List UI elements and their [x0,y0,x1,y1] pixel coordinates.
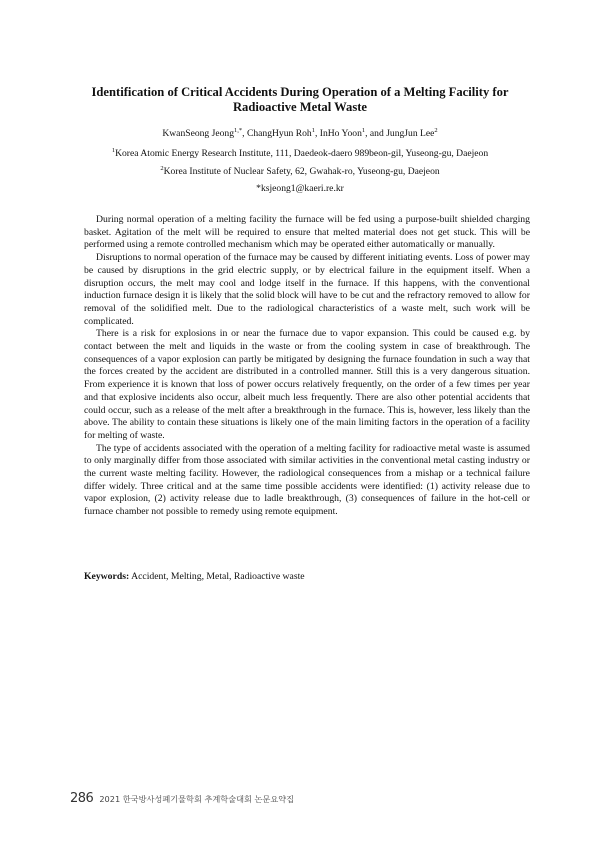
paragraph-text: The type of accidents associated with the operation of a melting facility for radioactive metal waste is assumed to only marginally differ from those associated with similar activities in the conventional metal casting industry or the current waste melting facility. However, the radiological consequences from a mishap or a technical failure differ widely. Three critical and at the same time possible accidents were identified: (1) activity release due to vapor explosion, (2) activity release due to ladle breakthrough, (3) consequences of failure in the hot-cell or furnace chamber not possible to remedy using remote equipment. [84,442,530,518]
author-affiliation-mark: 1 [311,126,315,134]
author-name: KwanSeong Jeong [162,128,235,139]
affiliation-mark: 1 [111,146,116,154]
affiliation-mark: 2 [160,164,164,172]
author-affiliation-mark: 2 [434,126,438,134]
author-name: ChangHyun Roh [246,128,312,139]
abstract-body [84,214,530,519]
paper-title: Identification of Critical Accidents During Operation of a Melting Facility for Radioactive Metal Waste [91,85,509,114]
abstract-paragraph [84,328,530,442]
affiliation-text: Korea Institute of Nuclear Safety, 62, Gwahak-ro, Yuseong-gu, Daejeon [163,166,440,177]
author-affiliation-mark: 1 [361,126,366,134]
proceedings-name: 2021 한국방사성폐기물학회 추계학술대회 논문요약집 [99,794,295,804]
author-separator: , [314,128,320,139]
author-affiliation-mark: 1,* [234,126,243,134]
page-footer [70,787,294,806]
abstract-paragraph [84,443,530,519]
author-list [60,128,540,140]
author-name: JungJun Lee [386,128,435,139]
page-number: 286 [70,791,94,806]
paragraph-text: During normal operation of a melting facility the furnace will be fed using a purpose-built shielded charging basket. Agitation of the melt will be required to ensure that melted material does not get stuck. This will be performed using a remote controlled mechanism which may be operated either automatically or manually. [84,214,530,251]
affiliation-text: Korea Atomic Energy Research Institute, 111, Daedeok-daero 989beon-gil, Yuseong-gu, Daejeon [115,148,489,159]
affiliation-1 [40,148,560,160]
paragraph-text: Disruptions to normal operation of the furnace may be caused by different initiating events. Loss of power may be caused by disruptions in the grid electric supply, or by electrical failure in the equipment itself. When a disruption occurs, the melt may cool and lodge itself in the furnace. If this happens, with the conventional induction furnace design it is likely that the solid block will have to be cut and the refractory removed to allow for removal of the solidified melt. Due to the radiological characteristics of a waste melt, such work will be complicated. [84,252,530,327]
author-separator: , [242,128,247,139]
abstract-paragraph [84,214,530,252]
keywords-line [84,571,530,583]
corresponding-email: *ksjeong1@kaeri.re.kr [256,183,344,194]
author-separator: , and [365,128,387,139]
paragraph-text: There is a risk for explosions in or near the furnace due to vapor expansion. This could be caused e.g. by contact between the melt and liquids in the waste or from the cooling system in case of breakthrough. The consequences of a vapor explosion can partly be mitigated by designing the furnace foundation in such a way that the forces created by the accident are distributed in a controlled manner. Still this is a very dangerous situation. From experience it is known that loss of power occurs relatively frequently, on the order of a few times per year and that explosive incidents also occur, albeit much less frequently. There are also other potential accidents that could occur, such as a release of the melt after a breakthrough in the furnace. This is, however, less likely than the above. The ability to contain these situations is likely one of the main limiting factors in the operation of a facility for melting of waste. [84,328,530,441]
author-name: InHo Yoon [319,128,362,139]
abstract-paragraph [84,252,530,328]
keywords-text: Accident, Melting, Metal, Radioactive waste [131,571,305,582]
affiliation-2 [40,166,560,178]
keywords-label: Keywords: [84,571,130,582]
